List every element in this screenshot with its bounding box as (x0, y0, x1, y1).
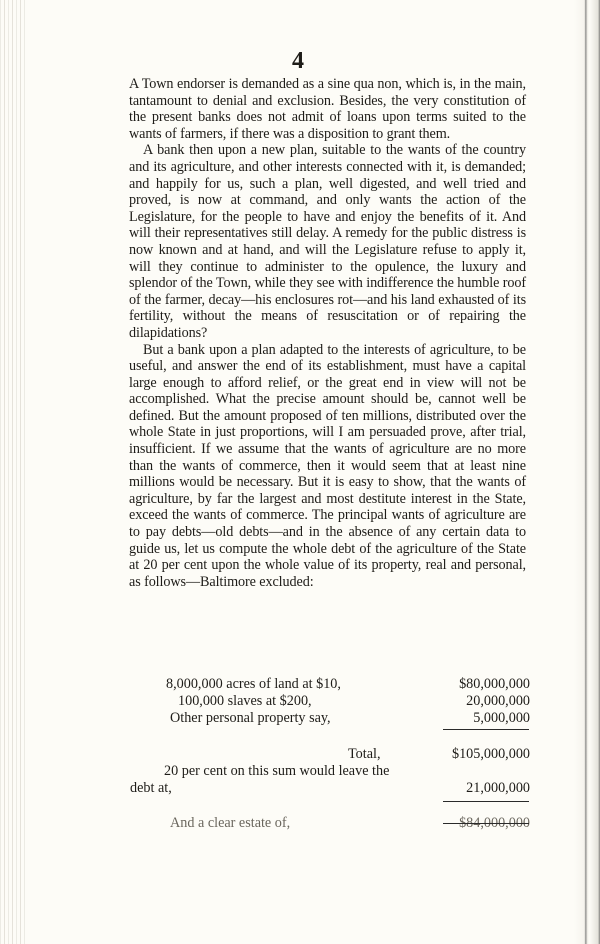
total-amount: $105,000,000 (451, 746, 530, 763)
body-text (129, 76, 526, 590)
debt-label-line2: debt at, (130, 779, 172, 796)
total-rule (443, 729, 529, 730)
page-number: 4 (292, 48, 304, 74)
row-amount: $80,000,000 (459, 676, 530, 692)
estimate-row (130, 693, 532, 710)
total-row (130, 746, 532, 763)
estimate-row (130, 676, 532, 693)
binding-edge (0, 0, 26, 944)
estate-rule-top (443, 801, 529, 802)
page-edge-shadow (574, 0, 600, 944)
row-label: 8,000,000 acres of land at $10, (166, 676, 341, 692)
estate-label: And a clear estate of, (170, 814, 291, 831)
estimate-table (130, 676, 532, 832)
debt-row-line1 (130, 763, 532, 780)
paragraph-1: A Town endorser is demanded as a sine qua non, which is, in the main, tantamount to denial and exclusion. Besides, the very constitution of the present banks does not admit of loans upon terms suited to the wants of farmers, if there was a disposition to grant them. (129, 76, 526, 142)
debt-amount: 21,000,000 (466, 779, 530, 796)
estate-amount: $84,000,000 (459, 814, 530, 831)
total-label: Total, (348, 746, 381, 763)
debt-row (130, 780, 532, 797)
row-label: Other personal property say, (170, 709, 331, 726)
row-label: 100,000 slaves at $200, (178, 692, 312, 709)
row-amount: 5,000,000 (473, 709, 530, 726)
paragraph-2: A bank then upon a new plan, suitable to the wants of the country and its agriculture, and other interests connected with it, is demanded; and happily for us, such a plan, well digested, and well tried and proved, is now at command, and only wants the action of the Legislature, for the people to have and enjoy the benefits of it. And will their representatives still delay. A remedy for the public distress is now known and at hand, and will the Legislature refuse to apply it, will they continue to administer to the opulence, the luxury and splendor of the Town, while they see with indifference the humble roof of the farmer, decay—his enclosures rot—and his land exhausted of its fertility, without the means of resuscitation or of repairing the dilapidations? (129, 142, 526, 341)
paragraph-3: But a bank upon a plan adapted to the interests of agriculture, to be useful, and answer the end of its establishment, must have a capital large enough to afford relief, or the great end in view will not be accomplished. What the precise amount should be, cannot well be defined. But the amount proposed of ten millions, distributed over the whole State in just proportions, will I am persuaded prove, after trial, insufficient. If we assume that the wants of agriculture are no more than the wants of commerce, then it would seem that at least nine millions would be necessary. But it is easy to show, that the wants of agriculture, by far the largest and most destitute interest in the State, exceed the wants of commerce. The principal wants of agriculture are to pay debts—old debts—and in the absence of any certain data to guide us, let us compute the whole debt of the agriculture of the State at 20 per cent upon the whole value of its property, real and personal, as follows—Baltimore excluded: (129, 341, 526, 590)
estate-rule-bottom (443, 823, 529, 824)
estimate-row (130, 710, 532, 727)
debt-label-line1: 20 per cent on this sum would leave the (164, 763, 390, 780)
spacer (130, 797, 532, 815)
row-amount: 20,000,000 (466, 692, 530, 709)
